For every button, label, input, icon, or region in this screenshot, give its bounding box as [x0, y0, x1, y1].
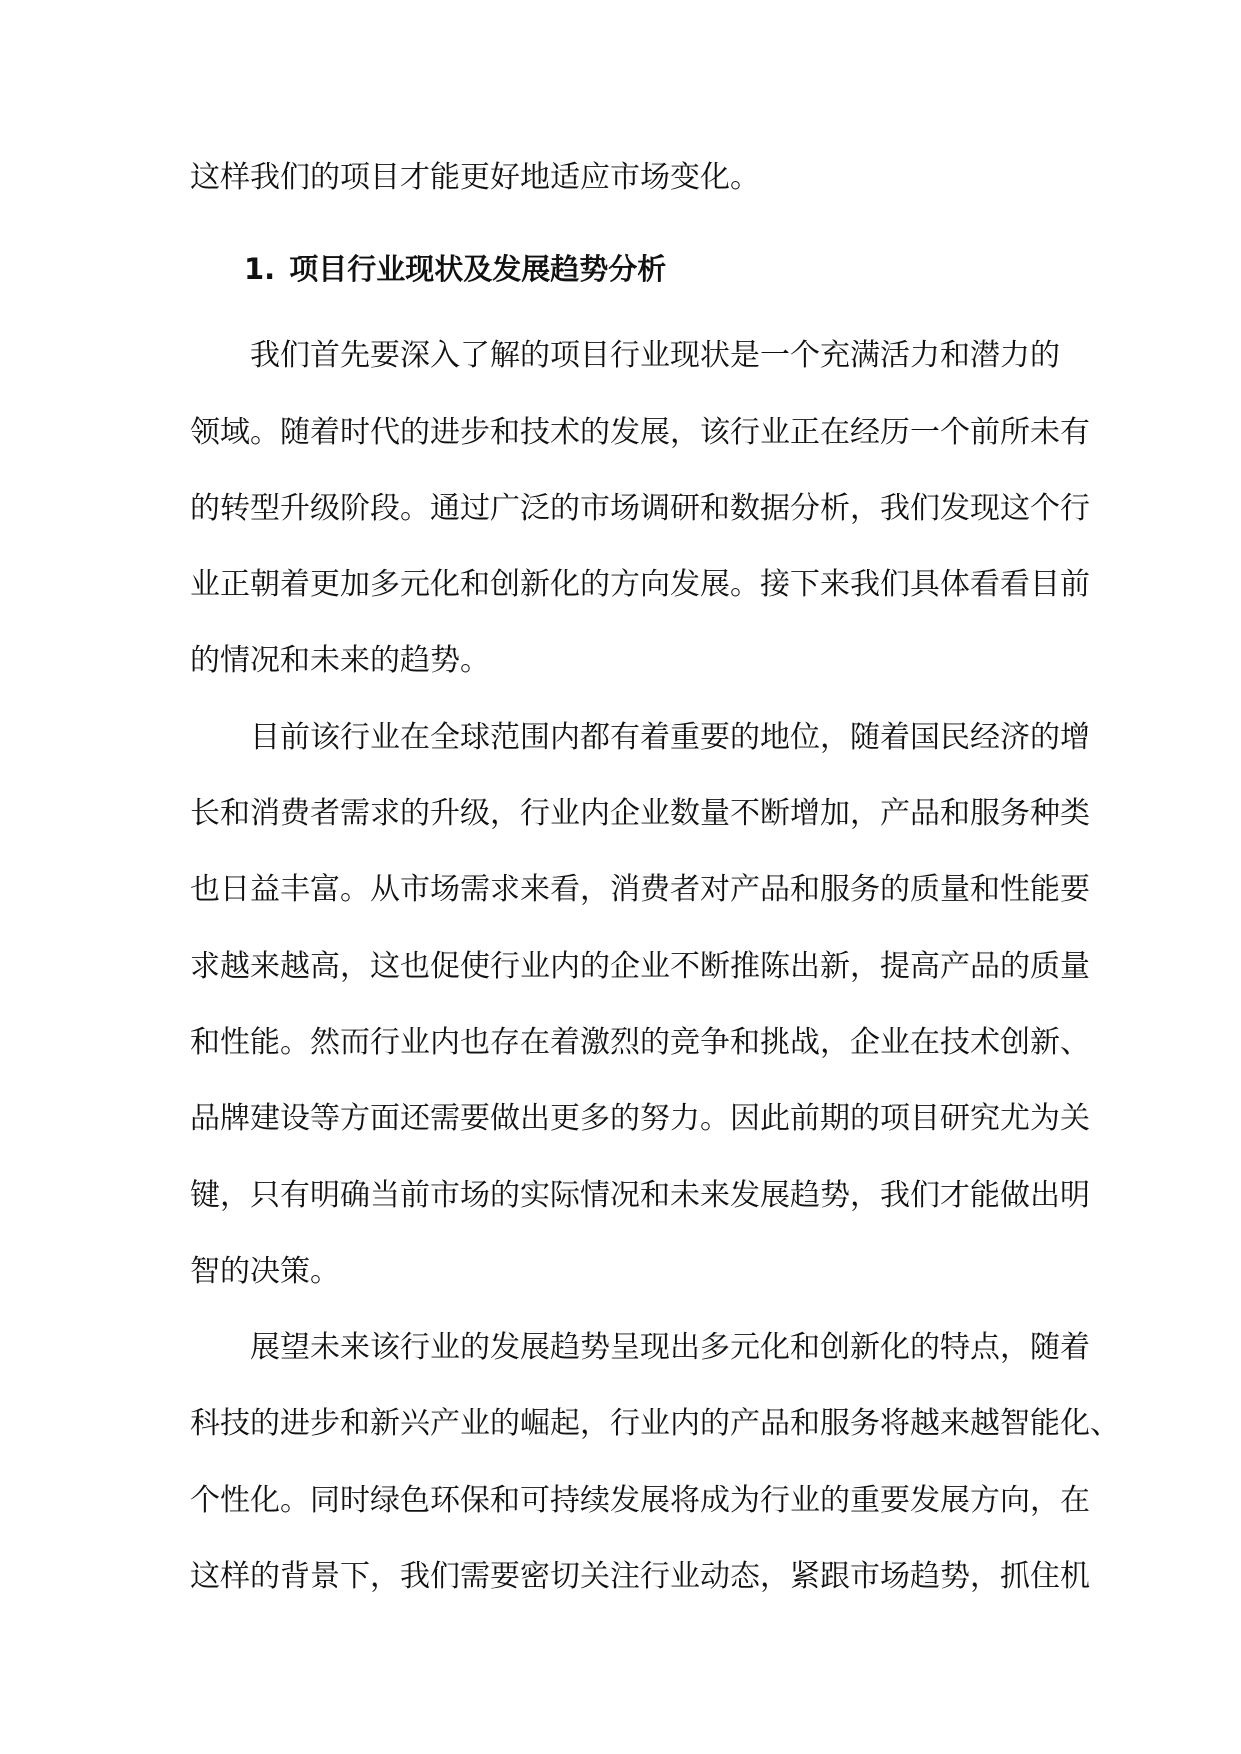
paragraph-line: 的转型升级阶段。通过广泛的市场调研和数据分析，我们发现这个行 — [190, 490, 1090, 526]
paragraph-3 — [190, 1310, 1120, 1615]
paragraph-line: 领域。随着时代的进步和技术的发展，该行业正在经历一个前所未有 — [190, 414, 1090, 450]
paragraph-line: 求越来越高，这也促使行业内的企业不断推陈出新，提高产品的质量 — [190, 948, 1090, 984]
paragraph-line: 目前该行业在全球范围内都有着重要的地位，随着国民经济的增 — [250, 719, 1090, 755]
section-number: 1. — [244, 252, 276, 287]
paragraph-line: 也日益丰富。从市场需求来看，消费者对产品和服务的质量和性能要 — [190, 872, 1090, 908]
paragraph-line: 科技的进步和新兴产业的崛起，行业内的产品和服务将越来越智能化、 — [190, 1406, 1120, 1442]
paragraph-line: 业正朝着更加多元化和创新化的方向发展。接下来我们具体看看目前 — [190, 567, 1090, 603]
paragraph-line: 展望未来该行业的发展趋势呈现出多元化和创新化的特点，随着 — [250, 1330, 1090, 1366]
paragraph-line: 这样的背景下，我们需要密切关注行业动态，紧跟市场趋势，抓住机 — [190, 1559, 1090, 1595]
section-heading — [190, 224, 1050, 314]
paragraph-1 — [190, 318, 1090, 699]
paragraph-line: 我们首先要深入了解的项目行业现状是一个充满活力和潜力的 — [250, 338, 1060, 374]
document-body — [190, 140, 1120, 1615]
paragraph-line: 个性化。同时绿色环保和可持续发展将成为行业的重要发展方向，在 — [190, 1482, 1090, 1518]
paragraph-line: 品牌建设等方面还需要做出更多的努力。因此前期的项目研究尤为关 — [190, 1101, 1090, 1137]
paragraph-line: 和性能。然而行业内也存在着激烈的竞争和挑战，企业在技术创新、 — [190, 1024, 1090, 1060]
section-title: 项目行业现状及发展趋势分析 — [289, 252, 667, 287]
paragraph-line: 长和消费者需求的升级，行业内企业数量不断增加，产品和服务种类 — [190, 796, 1090, 832]
paragraph-line: 的情况和未来的趋势。 — [190, 643, 490, 679]
paragraph-line: 键，只有明确当前市场的实际情况和未来发展趋势，我们才能做出明 — [190, 1177, 1090, 1213]
paragraph-2 — [190, 700, 1090, 1310]
paragraph-line: 智的决策。 — [190, 1253, 340, 1289]
lead-line: 这样我们的项目才能更好地适应市场变化。 — [190, 160, 760, 195]
